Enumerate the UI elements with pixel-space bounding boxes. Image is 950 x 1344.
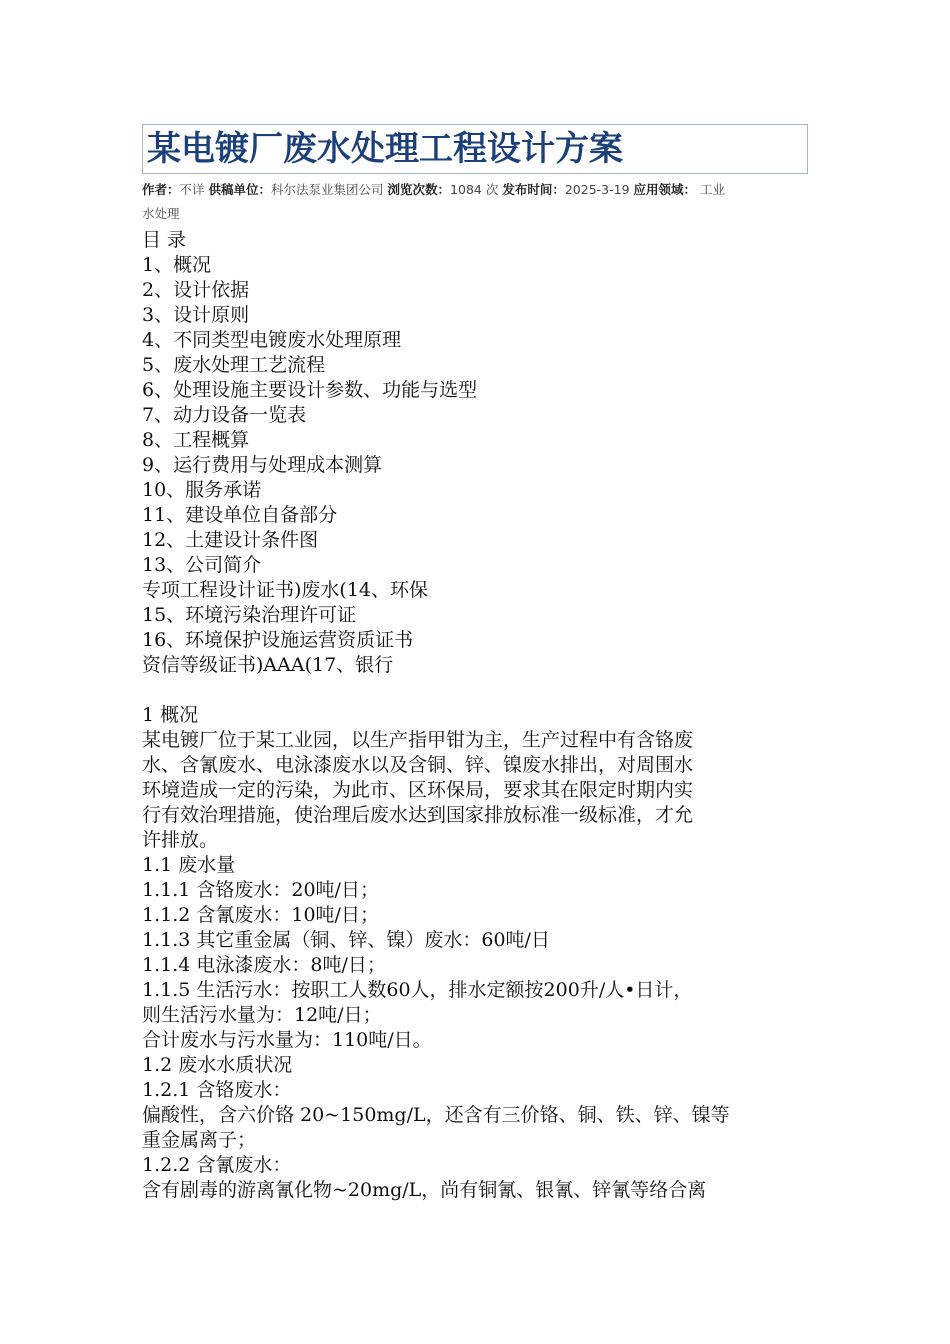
paragraph-line: 许排放。	[142, 829, 219, 851]
subsubsection-heading: 1.2.1 含铬废水：	[142, 1079, 292, 1101]
paragraph-line: 环境造成一定的污染，为此市、区环保局，要求其在限定时期内实	[142, 779, 694, 801]
paragraph-line: 偏酸性，含六价铬 20~150mg/L，还含有三价铬、铜、铁、锌、镍等	[142, 1104, 730, 1126]
field-label: 应用领域：	[633, 182, 697, 197]
wastewater-item: 合计废水与污水量为：110吨/日。	[142, 1029, 432, 1051]
field-value-2: 水处理	[142, 206, 180, 221]
paragraph-line: 水、含氰废水、电泳漆废水以及含铜、锌、镍废水排出，对周围水	[142, 754, 694, 776]
paragraph-line: 含有剧毒的游离氰化物~20mg/L，尚有铜氰、银氰、锌氰等络合离	[142, 1179, 707, 1201]
wastewater-item: 1.1.2 含氰废水：10吨/日；	[142, 904, 379, 926]
date-label: 发布时间：	[502, 182, 565, 197]
toc-item: 1、概况	[142, 254, 212, 276]
supplier-value: 科尔法泵业集团公司	[271, 182, 384, 197]
toc-item: 3、设计原则	[142, 304, 250, 326]
wastewater-item: 1.1.4 电泳漆废水：8吨/日；	[142, 954, 386, 976]
paragraph-line: 行有效治理措施，使治理后废水达到国家排放标准一级标准，才允	[142, 804, 694, 826]
views-value: 1084 次	[450, 182, 499, 197]
date-value: 2025-3-19	[564, 182, 630, 197]
toc-item: 7、动力设备一览表	[142, 404, 307, 426]
article-meta	[142, 178, 808, 226]
toc-item: 4、不同类型电镀废水处理原理	[142, 329, 402, 351]
toc-item: 16、环境保护设施运营资质证书	[142, 629, 414, 651]
toc-item: 12、土建设计条件图	[142, 529, 319, 551]
spacer	[142, 678, 808, 703]
toc-item: 5、废水处理工艺流程	[142, 354, 326, 376]
author-label: 作者：	[142, 182, 180, 197]
subsection-heading: 1.2 废水水质状况	[142, 1054, 293, 1076]
paragraph-line: 某电镀厂位于某工业园，以生产指甲钳为主，生产过程中有含铬废	[142, 729, 694, 751]
supplier-label: 供稿单位：	[208, 182, 272, 197]
toc-item: 9、运行费用与处理成本测算	[142, 454, 383, 476]
toc-item: 11、建设单位自备部分	[142, 504, 338, 526]
document-page	[142, 124, 808, 1203]
wastewater-item: 则生活污水量为：12吨/日；	[142, 1004, 382, 1026]
document-body	[142, 228, 808, 1203]
toc-item: 资信等级证书)AAA(17、银行	[142, 654, 394, 676]
toc-item: 8、工程概算	[142, 429, 250, 451]
title-box	[142, 124, 808, 174]
wastewater-item: 1.1.3 其它重金属（铜、锌、镍）废水：60吨/日	[142, 929, 550, 951]
toc-item: 13、公司简介	[142, 554, 262, 576]
wastewater-item: 1.1.5 生活污水：按职工人数60人，排水定额按200升/人•日计，	[142, 979, 693, 1001]
toc-item: 2、设计依据	[142, 279, 250, 301]
page-title: 某电镀厂废水处理工程设计方案	[147, 129, 623, 169]
subsection-heading: 1.1 废水量	[142, 854, 236, 876]
toc-heading: 目 录	[142, 229, 187, 251]
subsubsection-heading: 1.2.2 含氰废水：	[142, 1154, 292, 1176]
toc-item: 6、处理设施主要设计参数、功能与选型	[142, 379, 478, 401]
views-label: 浏览次数：	[387, 182, 451, 197]
toc-item: 专项工程设计证书)废水(14、环保	[142, 579, 429, 601]
field-value-1: 工业	[696, 182, 726, 197]
toc-item: 10、服务承诺	[142, 479, 262, 501]
author-value: 不详	[179, 182, 205, 197]
wastewater-item: 1.1.1 含铬废水：20吨/日；	[142, 879, 379, 901]
section-heading: 1 概况	[142, 704, 199, 726]
toc-item: 15、环境污染治理许可证	[142, 604, 357, 626]
paragraph-line: 重金属离子；	[142, 1129, 257, 1151]
